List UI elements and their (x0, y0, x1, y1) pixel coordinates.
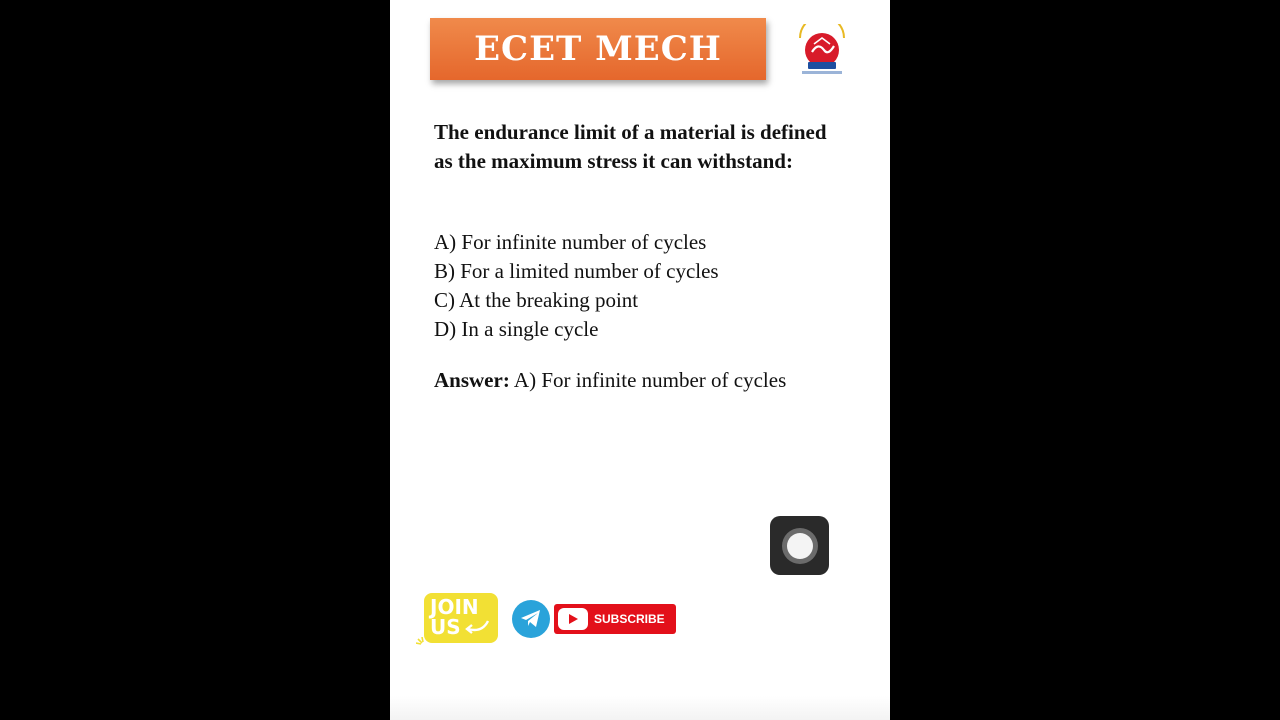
bottom-fade (390, 696, 890, 720)
banner-title: ECET MECH (474, 29, 722, 69)
subscribe-button[interactable] (554, 604, 676, 634)
answer-text: A) For infinite number of cycles (509, 368, 787, 392)
join-us-badge[interactable] (424, 593, 498, 643)
play-icon (567, 613, 579, 625)
assistive-touch-button[interactable] (770, 516, 829, 575)
assistive-touch-icon (782, 528, 818, 564)
answer-prefix: Answer: (434, 368, 510, 392)
title-banner (430, 18, 766, 80)
video-frame (390, 0, 890, 720)
assistive-touch-dot (787, 533, 813, 559)
telegram-icon (520, 609, 542, 629)
join-line-2: US (430, 615, 461, 639)
subscribe-label: SUBSCRIBE (594, 612, 665, 626)
academy-logo-icon (794, 24, 850, 78)
answer-line (434, 366, 854, 395)
option-a: A) For infinite number of cycles (434, 230, 707, 254)
options-list (434, 228, 854, 344)
curved-arrow-icon (464, 619, 490, 635)
join-line-1: JOIN (430, 595, 479, 619)
option-c: C) At the breaking point (434, 288, 639, 312)
option-d: D) In a single cycle (434, 317, 599, 341)
youtube-icon (558, 608, 588, 630)
option-b: B) For a limited number of cycles (434, 259, 719, 283)
question-text: The endurance limit of a material is defined as the maximum stress it can withstand: (434, 120, 827, 173)
telegram-button[interactable] (512, 600, 550, 638)
sparkle-marks-icon (416, 637, 428, 649)
